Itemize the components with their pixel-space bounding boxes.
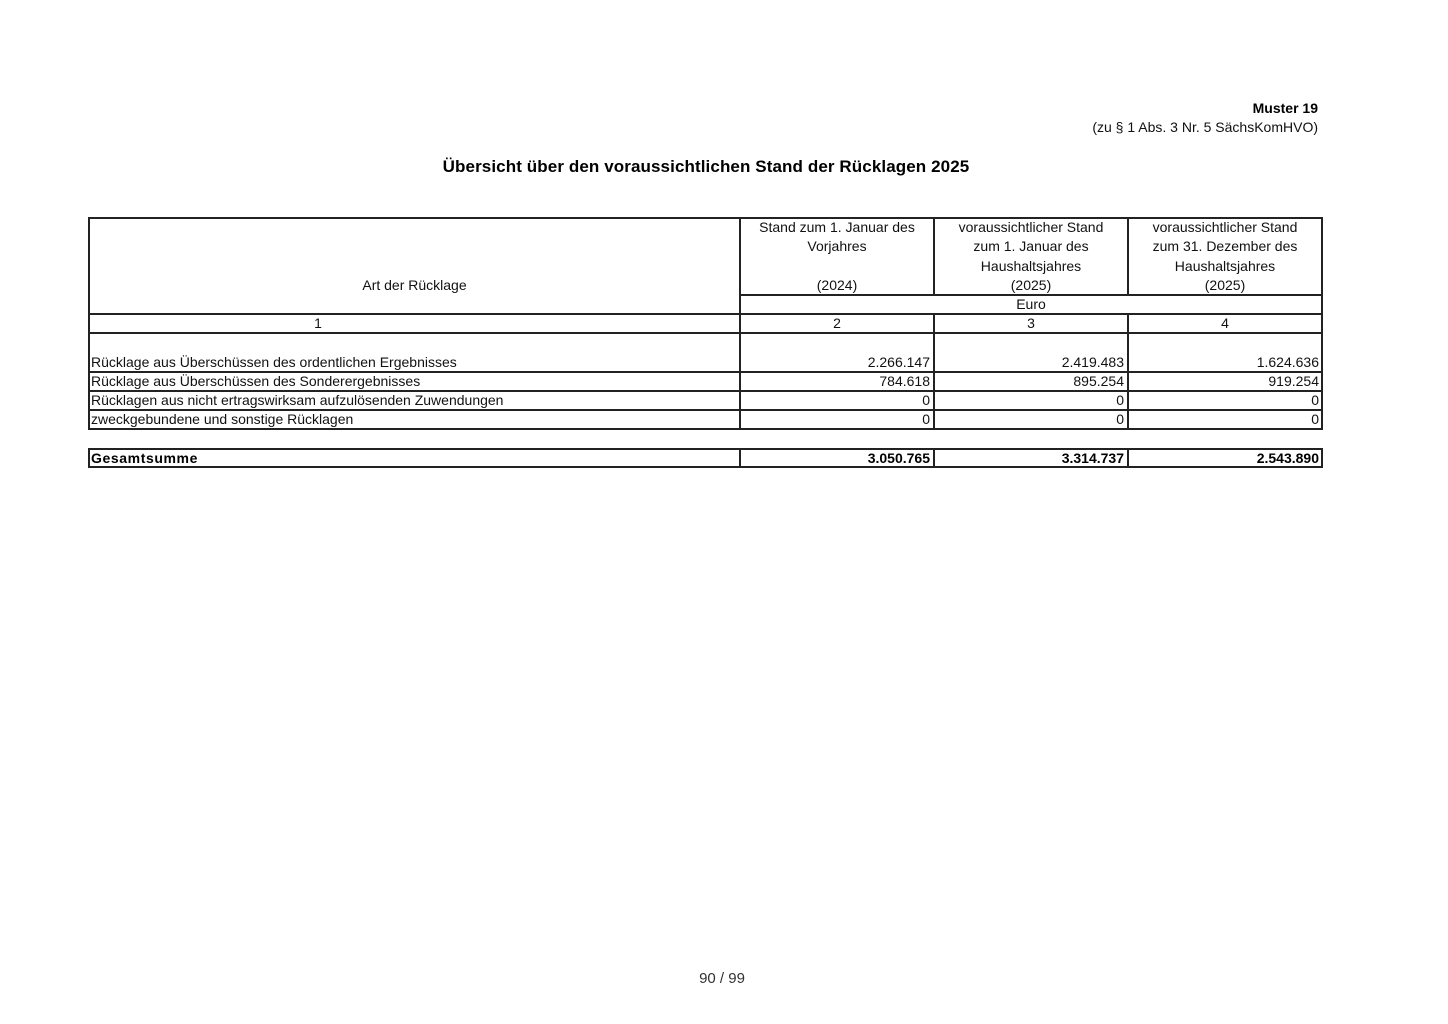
page-title: Übersicht über den voraussichtlichen Stand der Rücklagen 2025 bbox=[442, 157, 970, 176]
row-value: 2.266.147 bbox=[867, 354, 930, 370]
column-header-prior-year-line2: Vorjahres bbox=[807, 238, 867, 254]
column-header-start-year-line1: voraussichtlicher Stand bbox=[958, 219, 1104, 235]
column-header-start-year-line2: zum 1. Januar des bbox=[973, 238, 1089, 254]
row-value: 0 bbox=[1116, 392, 1124, 408]
table-border-bottom bbox=[88, 428, 1323, 430]
row-label: zweckgebundene und sonstige Rücklagen bbox=[91, 411, 354, 427]
row-value: 0 bbox=[1311, 411, 1319, 427]
total-label: Gesamtsumme bbox=[91, 450, 198, 466]
column-number: 1 bbox=[314, 315, 322, 331]
column-number: 2 bbox=[833, 315, 841, 331]
row-value: 0 bbox=[1311, 392, 1319, 408]
row-label: Rücklage aus Überschüssen des ordentlichen Ergebnisses bbox=[91, 354, 457, 370]
row-value: 2.419.483 bbox=[1061, 354, 1124, 370]
page-indicator: 90 / 99 bbox=[699, 970, 745, 987]
row-value: 0 bbox=[1116, 411, 1124, 427]
row-value: 919.254 bbox=[1268, 373, 1319, 389]
column-number: 3 bbox=[1027, 315, 1035, 331]
row-value: 784.618 bbox=[879, 373, 930, 389]
table-border-right bbox=[1321, 217, 1323, 430]
column-header-start-year-line3: Haushaltsjahres bbox=[980, 258, 1082, 274]
row-label: Rücklagen aus nicht ertragswirksam aufzulösenden Zuwendungen bbox=[91, 392, 504, 408]
row-value: 1.624.636 bbox=[1256, 354, 1319, 370]
total-value: 3.050.765 bbox=[867, 450, 930, 466]
column-header-prior-year-line4: (2024) bbox=[816, 277, 858, 293]
column-number: 4 bbox=[1221, 315, 1229, 331]
total-value: 3.314.737 bbox=[1061, 450, 1124, 466]
legal-reference: (zu § 1 Abs. 3 Nr. 5 SächsKomHVO) bbox=[1092, 119, 1318, 135]
total-border-left bbox=[88, 448, 90, 468]
total-border-right bbox=[1321, 448, 1323, 468]
row-value: 895.254 bbox=[1073, 373, 1124, 389]
form-number: Muster 19 bbox=[1252, 100, 1318, 116]
column-header-end-year-line3: Haushaltsjahres bbox=[1174, 258, 1276, 274]
total-value: 2.543.890 bbox=[1256, 450, 1319, 466]
column-header-prior-year-line1: Stand zum 1. Januar des bbox=[759, 219, 915, 235]
unit-label: Euro bbox=[1016, 296, 1046, 312]
header-divider-body bbox=[88, 332, 1323, 334]
row-value: 0 bbox=[922, 411, 930, 427]
column-header-type: Art der Rücklage bbox=[362, 277, 467, 293]
row-value: 0 bbox=[922, 392, 930, 408]
column-header-end-year-line2: zum 31. Dezember des bbox=[1152, 238, 1298, 254]
row-label: Rücklage aus Überschüssen des Sonderergebnisses bbox=[91, 373, 421, 389]
column-header-end-year-line4: (2025) bbox=[1204, 277, 1246, 293]
column-header-start-year-line4: (2025) bbox=[1010, 277, 1052, 293]
column-header-end-year-line1: voraussichtlicher Stand bbox=[1152, 219, 1298, 235]
